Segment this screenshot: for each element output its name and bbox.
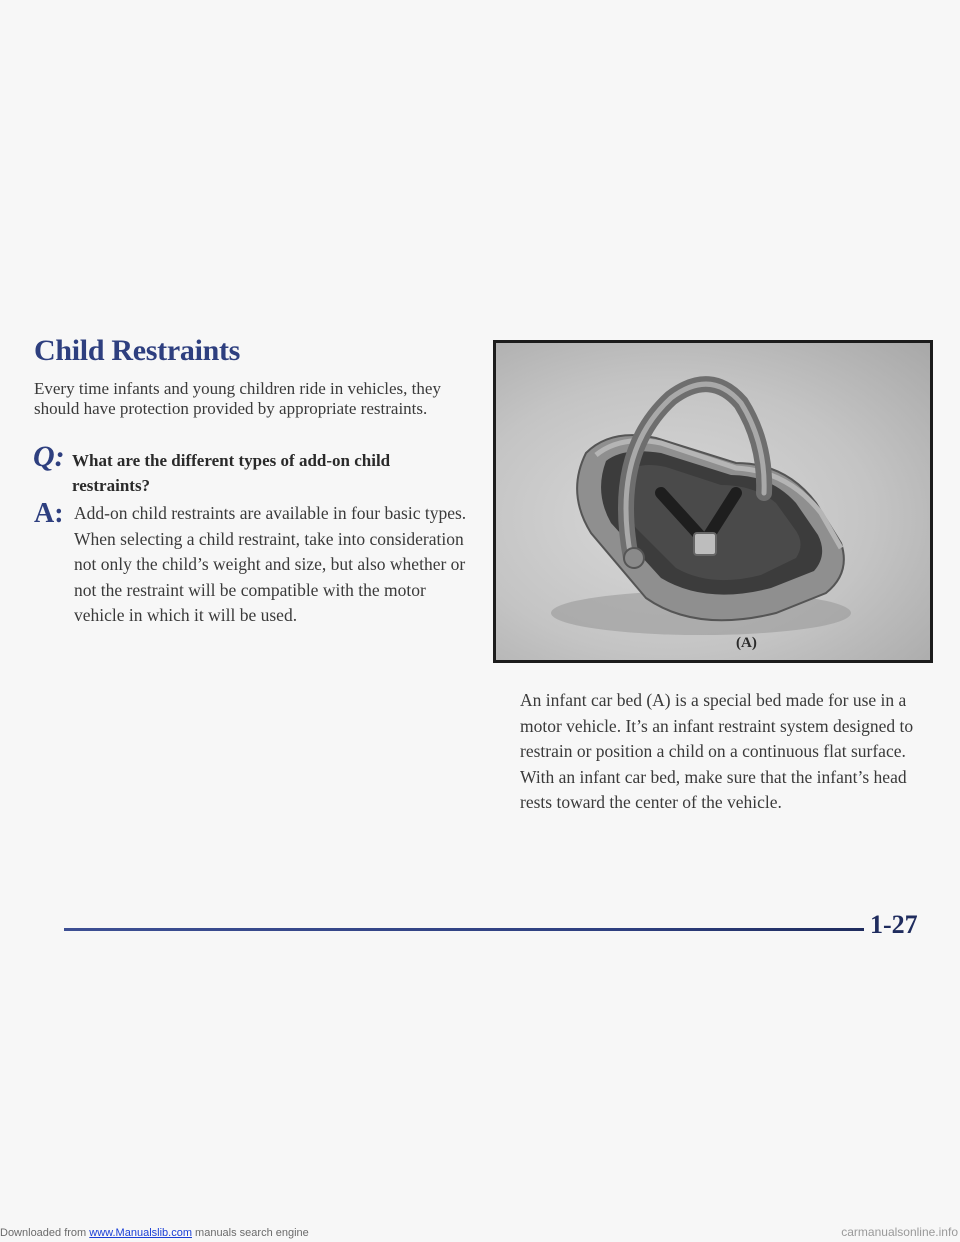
infant-car-bed-figure xyxy=(493,340,933,663)
watermark-brand: carmanualsonline.info xyxy=(841,1225,958,1239)
manualslib-link[interactable]: www.Manualslib.com xyxy=(89,1227,192,1239)
answer-text: Add-on child restraints are available in four basic types. When selecting a child restraint, take into consideration not only the child’s weight and size, but also whether or not the restraint will be compatible with the motor vehicle in which it will be used. xyxy=(74,503,467,625)
download-footer xyxy=(0,1225,960,1242)
footer-prefix: Downloaded from xyxy=(0,1227,90,1239)
footer-rule xyxy=(64,928,864,931)
footer-suffix: manuals search engine xyxy=(191,1227,309,1239)
section-title: Child Restraints xyxy=(34,334,241,367)
intro-paragraph: Every time infants and young children ride in vehicles, they should have protection provided by appropriate restraints. xyxy=(34,379,441,418)
footer-text xyxy=(0,1227,309,1239)
question-text: What are the different types of add-on child restraints? xyxy=(72,451,391,495)
infant-bed-paragraph: An infant car bed (A) is a special bed made for use in a motor vehicle. It’s an infant restraint system designed to restrain or position a child on a continuous flat surface. With an infant car bed, make sure that the infant’s head rests toward the center of the vehicle. xyxy=(520,690,914,812)
figure-label: (A) xyxy=(736,635,757,651)
page-number: 1-27 xyxy=(870,910,918,939)
infant-car-bed-icon xyxy=(496,343,930,660)
answer-marker: A: xyxy=(34,498,64,529)
question-marker: Q: xyxy=(33,440,65,473)
